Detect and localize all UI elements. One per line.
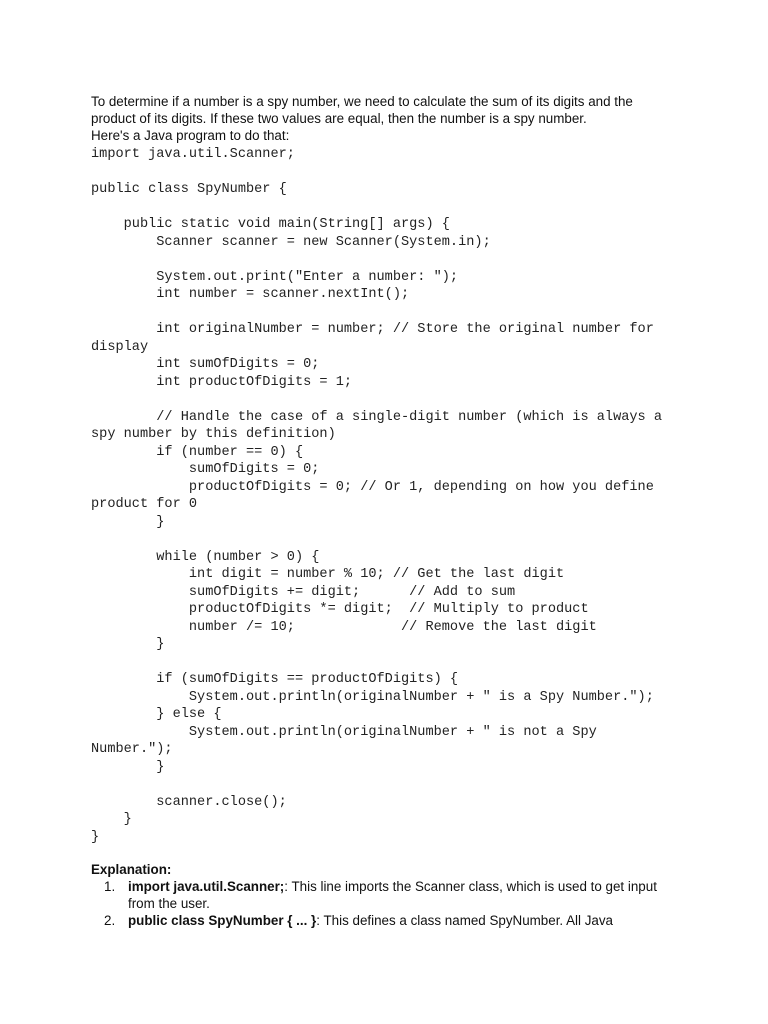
code-line: System.out.print("Enter a number: "); [91,269,459,285]
intro-line: To determine if a number is a spy number, we need to calculate the sum of its digits and the [91,94,633,109]
code-line: int productOfDigits = 1; [91,374,353,390]
code-line: public static void main(String[] args) { [91,217,450,232]
code-line: sumOfDigits += digit; // Add to sum [91,584,516,600]
code-line: productOfDigits = 0; // Or 1, depending on how you define [91,479,654,495]
explanation-list [91,878,691,929]
intro-line: Here's a Java program to do that: [91,128,290,143]
list-item-text: : This defines a class named SpyNumber. All Java [316,913,614,928]
code-line: spy number by this definition) [91,427,336,442]
list-item-text-continued: from the user. [128,896,210,911]
java-code-block [91,146,662,846]
code-line: product for 0 [91,497,198,512]
explanation-heading: Explanation: [91,862,172,877]
code-line: if (number == 0) { [91,444,304,460]
code-line: } else { [91,707,222,722]
code-line: import java.util.Scanner; [91,147,295,162]
code-line: sumOfDigits = 0; [91,462,320,477]
list-item [91,878,691,912]
list-item-number: 2. [104,913,116,928]
code-line: } [91,829,100,845]
code-line: int number = scanner.nextInt(); [91,287,410,302]
code-line: } [91,812,132,827]
explanation-section [91,861,691,929]
code-line: int digit = number % 10; // Get the last digit [91,567,565,582]
code-line: int sumOfDigits = 0; [91,357,320,372]
code-line: } [91,637,165,652]
list-item [91,912,691,929]
code-line: Number."); [91,742,173,757]
code-line: } [91,514,165,530]
code-line: productOfDigits *= digit; // Multiply to product [91,602,589,617]
list-item-term: public class SpyNumber { ... } [128,913,317,928]
intro-line: product of its digits. If these two values are equal, then the number is a spy number. [91,111,587,126]
intro-paragraph [91,93,691,144]
code-line: } [91,759,165,775]
code-line: Scanner scanner = new Scanner(System.in); [91,234,491,250]
list-item-number: 1. [104,879,116,894]
code-line: scanner.close(); [91,794,287,810]
code-line: System.out.println(originalNumber + " is a Spy Number."); [91,689,654,705]
list-item-text: : This line imports the Scanner class, which is used to get input [284,879,657,894]
code-line: int originalNumber = number; // Store the original number for [91,322,654,337]
code-line: public class SpyNumber { [91,182,287,197]
code-line: System.out.println(originalNumber + " is not a Spy [91,724,597,740]
code-line: // Handle the case of a single-digit number (which is always a [91,409,663,425]
code-line: number /= 10; // Remove the last digit [91,619,597,635]
code-line: if (sumOfDigits == productOfDigits) { [91,672,459,687]
code-line: display [91,339,149,355]
list-item-term: import java.util.Scanner; [128,879,285,894]
code-line: while (number > 0) { [91,549,320,565]
